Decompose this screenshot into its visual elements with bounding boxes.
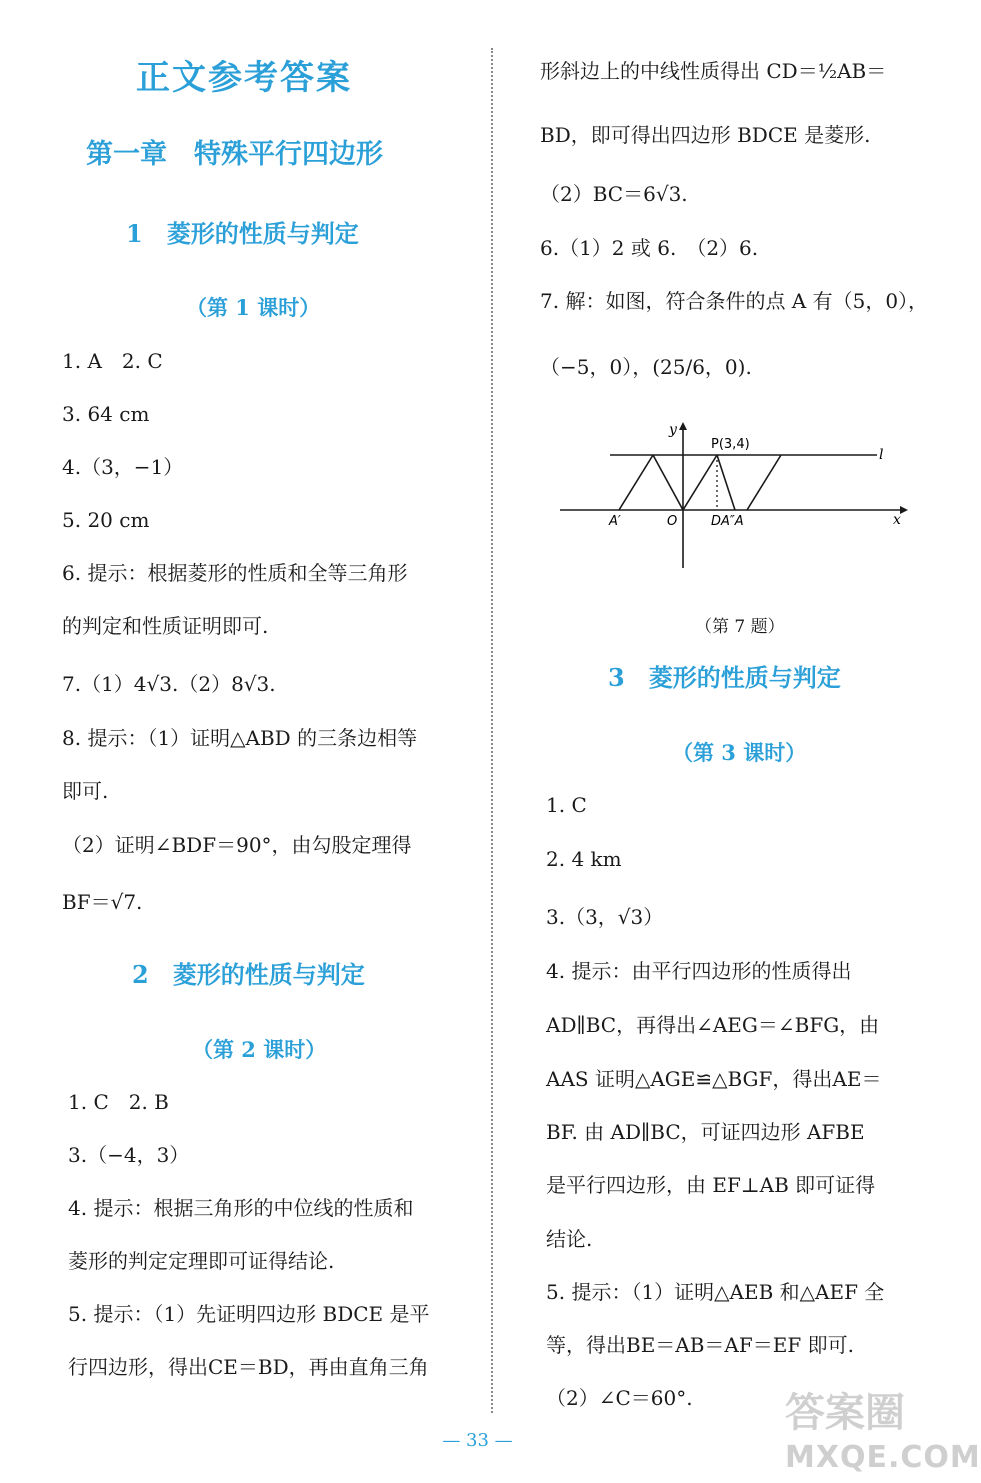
label-DA: DA″A [711, 514, 744, 529]
answer-line: BF. 由 AD∥BC，可证四边形 AFBE [546, 1120, 865, 1144]
answer-line: （2）∠C＝60°. [546, 1386, 693, 1410]
answer-line: 8. 提示：（1）证明△ABD 的三条边相等 [62, 726, 418, 750]
column-divider [491, 48, 493, 1413]
answer-line: 3.（3，√3） [546, 905, 664, 929]
section-1-lesson: （第 1 课时） [186, 295, 321, 320]
answer-line: AAS 证明△AGE≌△BGF，得出AE＝ [546, 1067, 882, 1091]
answer-line: AD∥BC，再得出∠AEG＝∠BFG，由 [546, 1013, 880, 1037]
answer-line: 6.（1）2 或 6. （2）6. [540, 236, 759, 260]
watermark-logo: 答案圈 [785, 1390, 905, 1436]
segment-A-side [747, 455, 781, 510]
answer-line: 即可. [62, 779, 109, 803]
answer-line: 5. 20 cm [62, 508, 150, 532]
answer-line: （2）BC＝6√3. [540, 182, 688, 206]
answer-line: 1. A 2. C [62, 349, 163, 373]
answer-line: 的判定和性质证明即可. [62, 614, 269, 638]
watermark-url: MXQE.COM [785, 1440, 981, 1475]
answer-line: 4.（3，−1） [62, 455, 184, 479]
answer-line: 7. 解：如图，符合条件的点 A 有（5，0）， [540, 289, 929, 313]
answer-line: （−5，0），(25/6，0). [540, 355, 752, 379]
section-2-title: 2 菱形的性质与判定 [132, 960, 365, 989]
label-x: x [893, 512, 901, 528]
section-3-title: 3 菱形的性质与判定 [608, 663, 841, 692]
answer-line: （2）证明∠BDF＝90°，由勾股定理得 [62, 833, 412, 857]
answer-line: 5. 提示：（1）证明△AEB 和△AEF 全 [546, 1280, 885, 1304]
answer-line: 形斜边上的中线性质得出 CD＝½AB＝ [540, 59, 887, 83]
label-y: y [669, 422, 677, 438]
figure-caption: （第 7 题） [695, 617, 785, 637]
answer-line: 7.（1）4√3.（2）8√3. [62, 672, 276, 696]
section-1-title: 1 菱形的性质与判定 [126, 219, 359, 248]
chapter-title: 第一章 特殊平行四边形 [86, 139, 383, 170]
problem-7-figure [555, 418, 915, 578]
answer-line: 等，得出BE＝AB＝AF＝EF 即可. [546, 1333, 854, 1357]
y-axis-arrow-icon [679, 422, 687, 430]
answer-line: 1. C 2. B [68, 1090, 169, 1114]
answer-line: BD，即可得出四边形 BDCE 是菱形. [540, 123, 871, 147]
answer-line: 行四边形，得出CE＝BD，再由直角三角 [68, 1355, 429, 1379]
section-2-lesson: （第 2 课时） [192, 1037, 327, 1062]
main-title: 正文参考答案 [136, 58, 352, 98]
answer-line: 3. 64 cm [62, 402, 150, 426]
answer-line: 5. 提示：（1）先证明四边形 BDCE 是平 [68, 1302, 430, 1326]
answer-line: 6. 提示：根据菱形的性质和全等三角形 [62, 561, 408, 585]
segment-OP [683, 455, 717, 510]
answer-line: 菱形的判定定理即可证得结论. [68, 1249, 335, 1273]
answer-line: 1. C [546, 793, 587, 817]
answer-line: 结论. [546, 1227, 593, 1251]
answer-line: 4. 提示：根据三角形的中位线的性质和 [68, 1196, 414, 1220]
label-A1: A′ [609, 514, 621, 529]
label-l: l [879, 447, 884, 463]
answer-line: 4. 提示：由平行四边形的性质得出 [546, 959, 852, 983]
answer-line: BF＝√7. [62, 890, 143, 914]
label-O: O [667, 514, 678, 529]
answer-line: 3.（−4，3） [68, 1143, 190, 1167]
x-axis-arrow-icon [900, 506, 908, 514]
segment-A1-side [619, 455, 653, 510]
segment-O-side [653, 455, 683, 510]
segment-PA2 [717, 455, 735, 510]
answer-line: 2. 4 km [546, 847, 622, 871]
label-P: P(3,4) [711, 437, 750, 452]
page-number: — 33 — [442, 1430, 513, 1451]
answer-line: 是平行四边形，由 EF⊥AB 即可证得 [546, 1173, 876, 1197]
section-3-lesson: （第 3 课时） [672, 740, 807, 765]
